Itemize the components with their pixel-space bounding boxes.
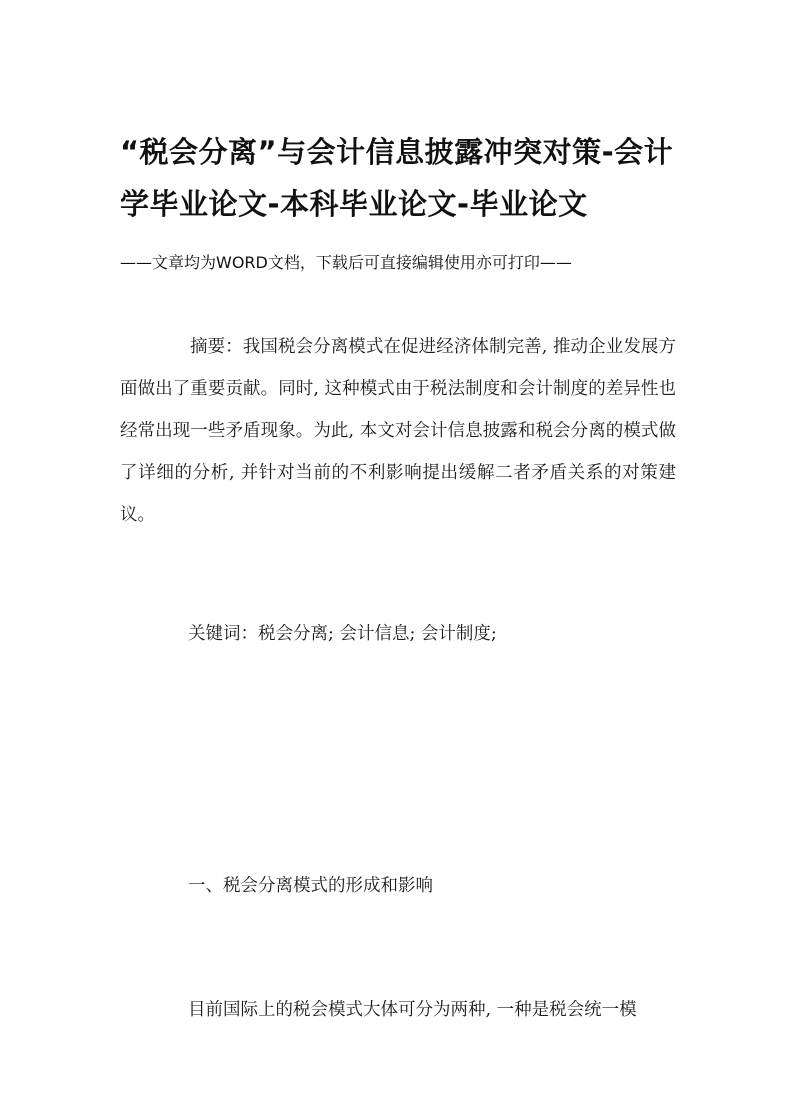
keywords-line: 关键词：税会分离; 会计信息; 会计制度; [188,624,497,644]
document-subtitle: ——文章均为WORD文档，下载后可直接编辑使用亦可打印—— [120,253,572,272]
body-paragraph: 目前国际上的税会模式大体可分为两种, 一种是税会统一模 [188,1000,637,1020]
section-heading: 一、税会分离模式的形成和影响 [188,876,433,896]
abstract-paragraph: 摘要：我国税会分离模式在促进经济体制完善, 推动企业发展方面做出了重要贡献。同时, 这种模式由于税法制度和会计制度的差异性也经常出现一些矛盾现象。为此, 本文对会计信息披露和税会分离的模式做了详细的分析, 并针对当前的不利影响提出缓解二者矛盾关系的对策建议。 [120,337,676,525]
document-title: “税会分离”与会计信息披露冲突对策-会计学毕业论文-本科毕业论文-毕业论文 [120,135,674,221]
